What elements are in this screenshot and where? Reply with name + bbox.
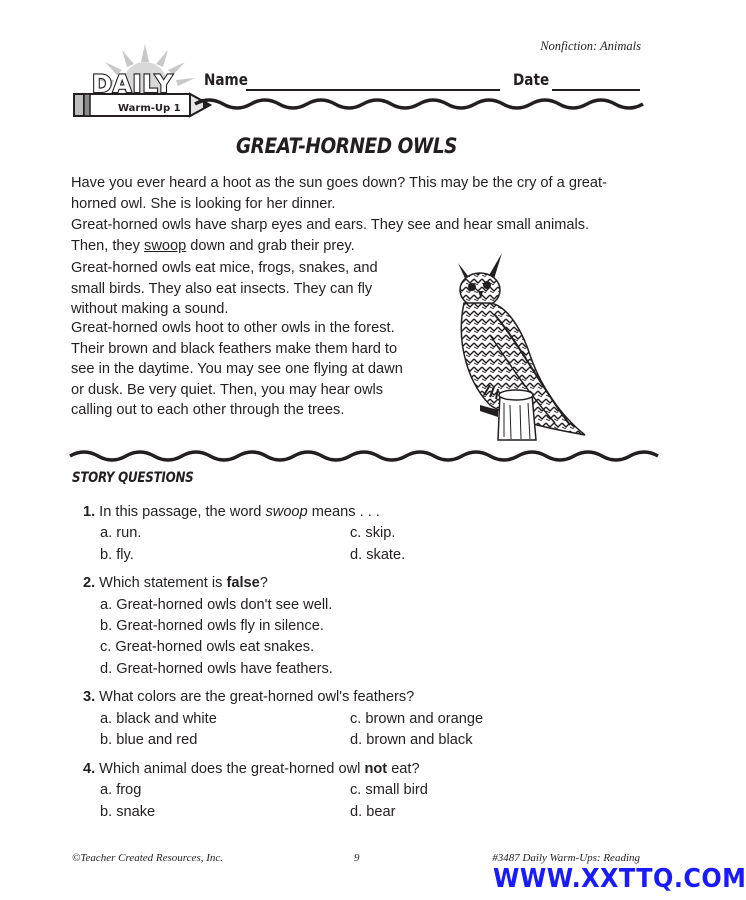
story-questions-heading: STORY QUESTIONS — [72, 470, 194, 486]
passage-paragraph-4: Great-horned owls hoot to other owls in the forest. Their brown and black feathers make them hard to see in the daytime. You may see one flying at dawn or dusk. Be very quiet. Then, you may hear owls calling out to each other through the trees. — [71, 320, 403, 418]
footer-copyright: ©Teacher Created Resources, Inc. — [72, 852, 224, 864]
date-line[interactable] — [552, 89, 640, 91]
underlined-word: swoop — [144, 237, 187, 254]
header-wave-divider — [195, 96, 643, 112]
answer-option[interactable]: c. skip. — [350, 525, 396, 541]
answer-option[interactable]: c. Great-horned owls eat snakes. — [100, 639, 315, 655]
question-4: 4. Which animal does the great-horned owl not eat? — [83, 761, 420, 777]
daily-warmup-badge — [70, 42, 220, 132]
answer-option[interactable]: c. small bird — [350, 782, 428, 798]
question-2: 2. Which statement is false? — [83, 575, 268, 591]
answer-option[interactable]: d. Great-horned owls have feathers. — [100, 661, 333, 677]
answer-option[interactable]: c. brown and orange — [350, 711, 484, 727]
page-title: GREAT-HORNED OWLS — [235, 134, 458, 158]
answer-option[interactable]: a. run. — [100, 525, 142, 541]
name-line[interactable] — [246, 89, 500, 91]
category-label: Nonfiction: Animals — [540, 39, 641, 53]
answer-option[interactable]: b. Great-horned owls fly in silence. — [100, 618, 324, 634]
answer-option[interactable]: b. snake — [100, 804, 156, 820]
owl-illustration — [450, 245, 600, 440]
answer-option[interactable]: d. skate. — [350, 547, 406, 563]
badge-daily-text: DAILY — [92, 70, 174, 98]
passage-paragraph-3: Great-horned owls eat mice, frogs, snakes, and small birds. They also eat insects. They can fly without making a sound. — [71, 260, 378, 317]
footer-book-title: #3487 Daily Warm-Ups: Reading — [492, 852, 640, 864]
answer-option[interactable]: a. frog — [100, 782, 142, 798]
passage-paragraph-2: Great-horned owls have sharp eyes and ears. They see and hear small animals. Then, they swoop down and grab their prey. — [71, 217, 590, 254]
passage-paragraph-1: Have you ever heard a hoot as the sun goes down? This may be the cry of a great-horned owl. She is looking for her dinner. — [71, 175, 607, 212]
answer-option[interactable]: d. brown and black — [350, 732, 473, 748]
watermark: WWW.XXTTQ.COM — [493, 864, 746, 894]
answer-option[interactable]: a. black and white — [100, 711, 217, 727]
question-1: 1. In this passage, the word swoop means . . . — [83, 504, 380, 520]
answer-option[interactable]: d. bear — [350, 804, 396, 820]
section-wave-divider — [70, 448, 642, 464]
badge-subtitle: Warm-Up 1 — [118, 103, 181, 114]
date-label: Date — [513, 70, 550, 89]
page-number: 9 — [354, 852, 360, 864]
answer-option[interactable]: b. fly. — [100, 547, 134, 563]
answer-option[interactable]: a. Great-horned owls don't see well. — [100, 597, 333, 613]
answer-option[interactable]: b. blue and red — [100, 732, 198, 748]
question-3: 3. What colors are the great-horned owl's feathers? — [83, 689, 415, 705]
name-label: Name — [204, 70, 248, 89]
